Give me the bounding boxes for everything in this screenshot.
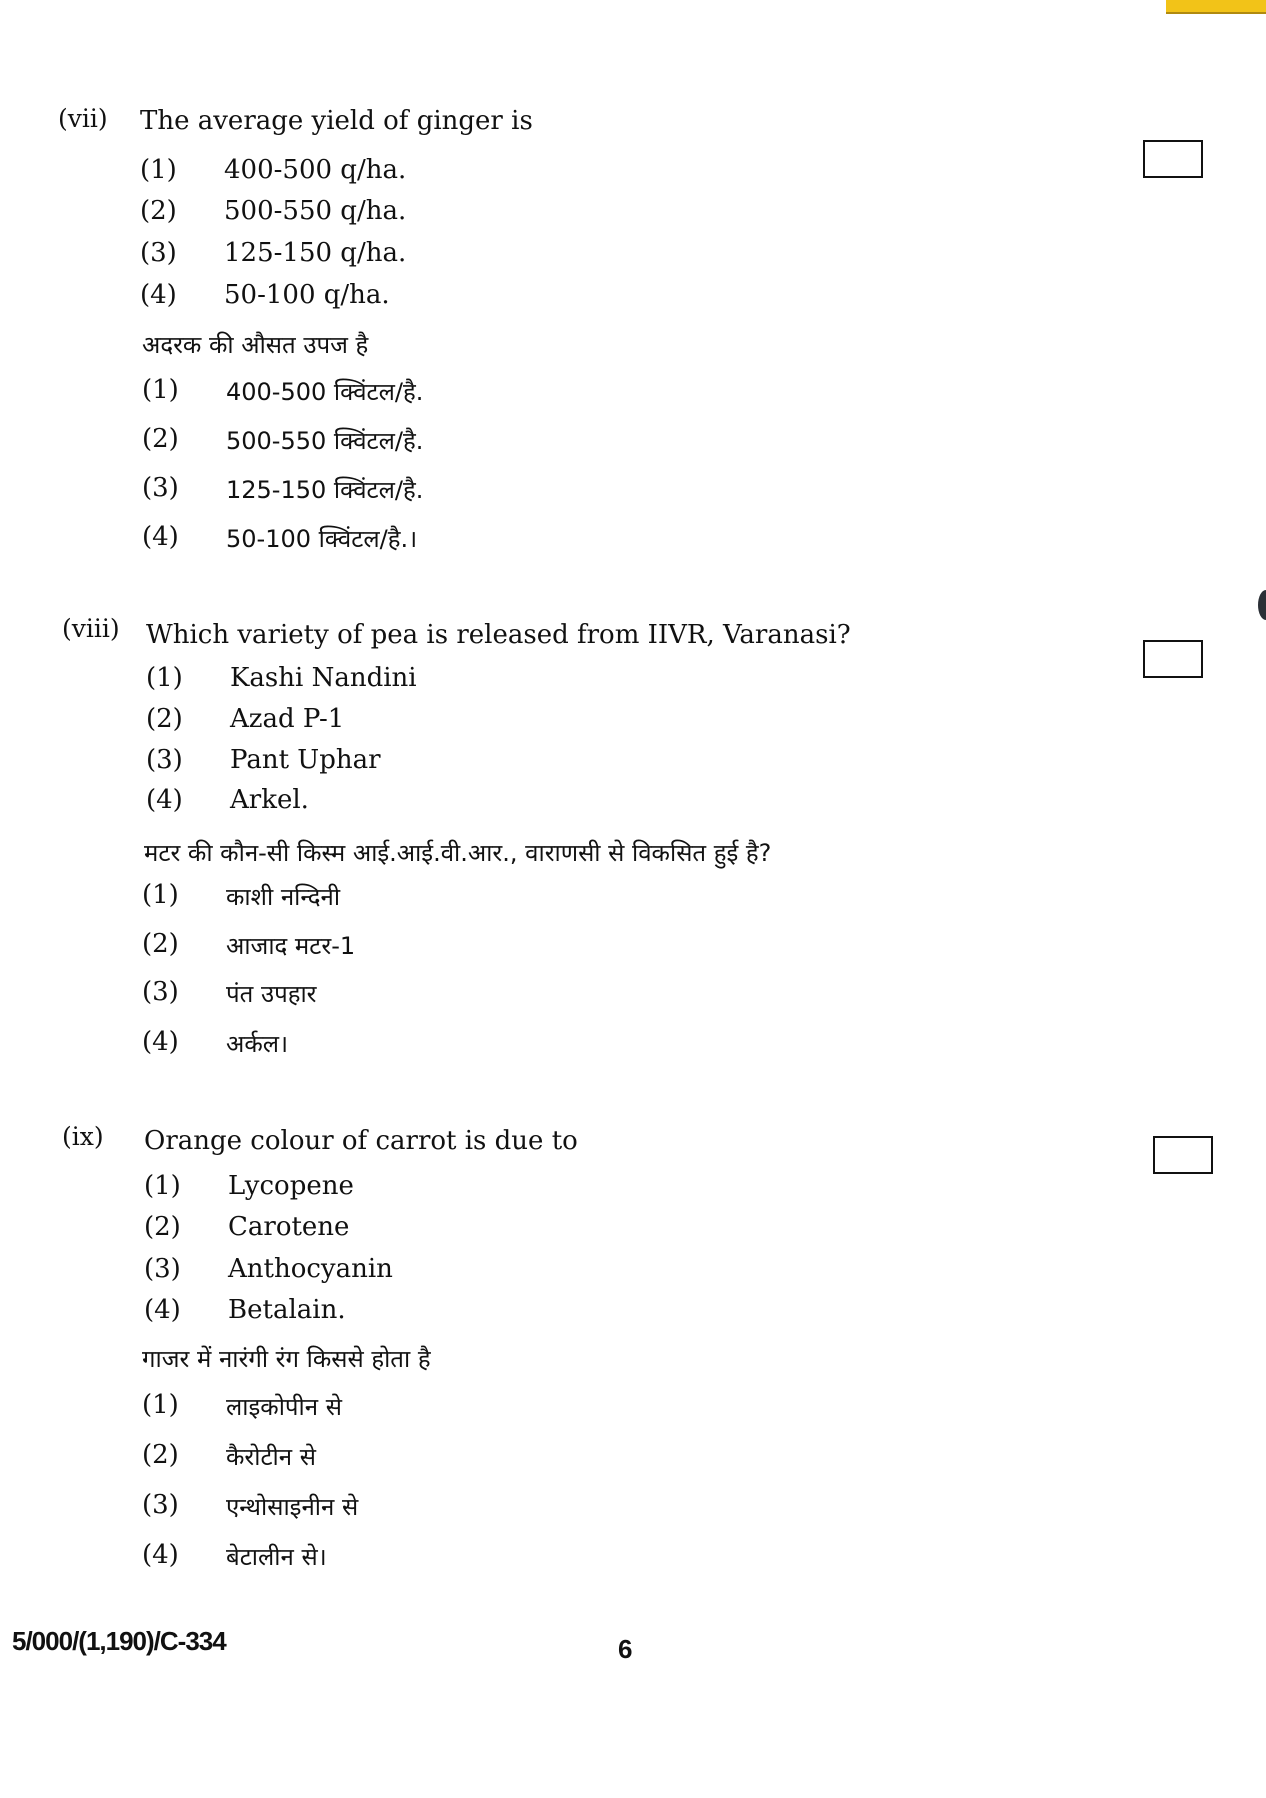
question-text-english: Orange colour of carrot is due to: [144, 1126, 578, 1156]
page-number: 6: [618, 1634, 633, 1664]
question-number: (ix): [62, 1122, 104, 1151]
question-text-english: Which variety of pea is released from IIVR, Varanasi?: [146, 620, 851, 650]
question-text-hindi: मटर की कौन-सी किस्म आई.आई.वी.आर., वाराणसी से विकसित हुई है?: [144, 839, 772, 867]
question-text-hindi: अदरक की औसत उपज है: [142, 331, 369, 359]
answer-box[interactable]: [1143, 640, 1203, 678]
question-text-hindi: गाजर में नारंगी रंग किससे होता है: [142, 1345, 431, 1373]
answer-box[interactable]: [1153, 1136, 1213, 1174]
paper-code: 5/000/(1,190)/C-334: [12, 1626, 226, 1656]
question-text-english: The average yield of ginger is: [140, 106, 533, 136]
question-number: (vii): [58, 104, 108, 133]
corner-color-mark: [1166, 0, 1266, 14]
edge-binder-mark: [1258, 590, 1266, 620]
question-number: (viii): [62, 614, 120, 643]
answer-box[interactable]: [1143, 140, 1203, 178]
